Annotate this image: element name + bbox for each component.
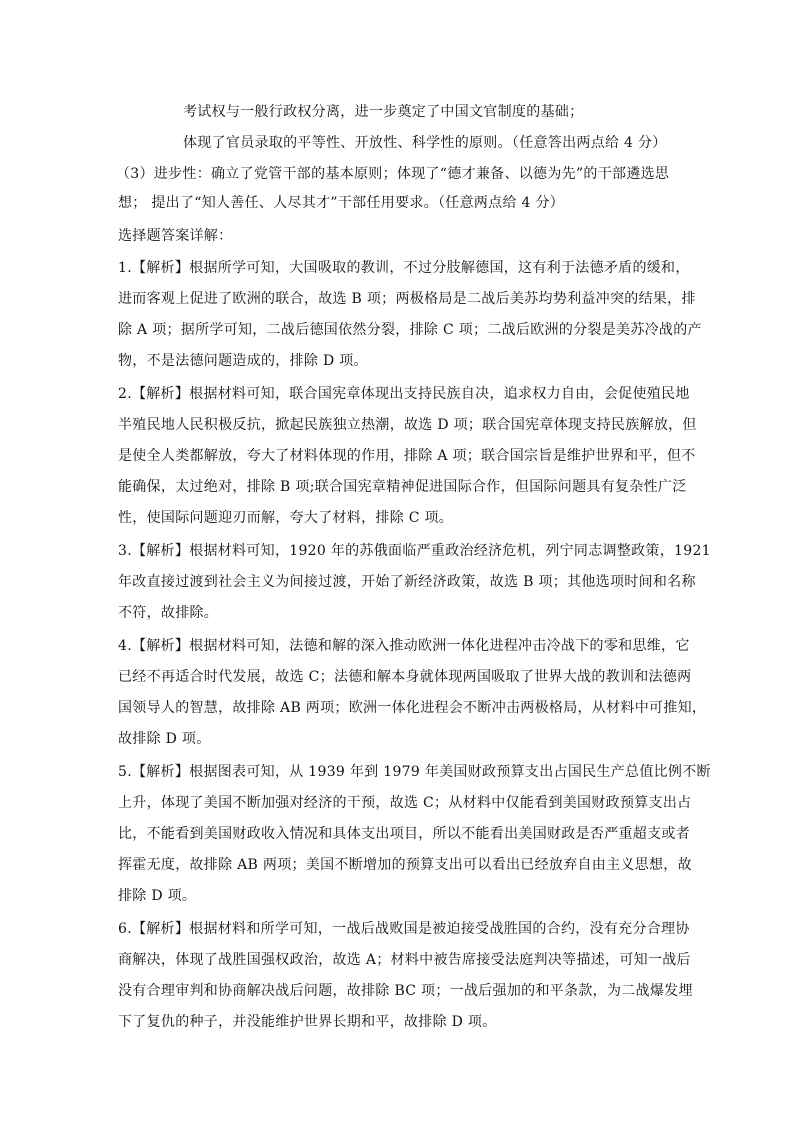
q6-line-3: 没有合理审判和协商解决战后问题，故排除 BC 项；一战后强加的和平条款，为二战爆发埋	[118, 983, 693, 999]
q6-line-1: 6.【解析】根据材料和所学可知，一战后战败国是被迫接受战胜国的合约，没有充分合理协	[118, 921, 690, 937]
item3-line-1: （3）进步性：确立了党管干部的基本原则；体现了“德才兼备、以德为先”的干部遴选思	[116, 166, 670, 182]
q5-line-2: 上升，体现了美国不断加强对经济的干预，故选 C；从材料中仅能看到美国财政预算支出占	[118, 795, 692, 811]
q2-line-5: 性，使国际问题迎刃而解，夸大了材料，排除 C 项。	[118, 510, 454, 526]
q2-line-3: 是使全人类都解放，夸大了材料体现的作用，排除 A 项；联合国宗旨是维护世界和平，但不	[118, 448, 696, 464]
q5-line-1: 5.【解析】根据图表可知，从 1939 年到 1979 年美国财政预算支出占国民生产总值比例不断	[118, 764, 711, 780]
q3-line-3: 不符，故排除。	[118, 605, 219, 621]
q2-line-4: 能确保，太过绝对，排除 B 项;联合国宪章精神促进国际合作，但国际问题具有复杂性广泛	[118, 479, 687, 495]
q1-line-2: 进而客观上促进了欧洲的联合，故选 B 项；两极格局是二战后美苏均势利益冲突的结果，排	[118, 291, 696, 307]
q3-line-2: 年改直接过渡到社会主义为间接过渡，开始了新经济政策，故选 B 项；其他选项时间和名称	[118, 574, 696, 590]
q1-line-4: 物，不是法德问题造成的，排除 D 项。	[118, 353, 368, 369]
section-title: 选择题答案详解：	[118, 228, 233, 244]
q2-line-2: 半殖民地人民积极反抗，掀起民族独立热潮，故选 D 项；联合国宪章体现支持民族解放，但	[118, 417, 697, 433]
top-line-1: 考试权与一般行政权分离，进一步奠定了中国文官制度的基础；	[183, 104, 584, 120]
q1-line-1: 1.【解析】根据所学可知，大国吸取的教训，不过分肢解德国，这有利于法德矛盾的缓和，	[118, 260, 690, 276]
item3-line-2: 想； 提出了“知人善任、人尽其才”干部任用要求。（任意两点给 4 分）	[118, 195, 565, 211]
q5-line-3: 比，不能看到美国财政收入情况和具体支出项目，所以不能看出美国财政是否严重超支或者	[118, 826, 690, 842]
q4-line-2: 已经不再适合时代发展，故选 C；法德和解本身就体现两国吸取了世界大战的教训和法德两	[118, 669, 692, 685]
q4-line-4: 故排除 D 项。	[118, 731, 211, 747]
q3-line-1: 3.【解析】根据材料可知，1920 年的苏俄面临严重政治经济危机，列宁同志调整政策，1921	[118, 543, 711, 559]
q1-line-3: 除 A 项；据所学可知，二战后德国依然分裂，排除 C 项；二战后欧洲的分裂是美苏冷战的产	[118, 322, 702, 338]
q4-line-3: 国领导人的智慧，故排除 AB 两项；欧洲一体化进程会不断冲击两极格局，从材料中可推知，	[118, 700, 707, 716]
q6-line-4: 下了复仇的种子，并没能维护世界长期和平，故排除 D 项。	[118, 1014, 497, 1030]
top-line-2: 体现了官员录取的平等性、开放性、科学性的原则。（任意答出两点给 4 分）	[183, 135, 667, 151]
q5-line-4: 挥霍无度，故排除 AB 两项；美国不断增加的预算支出可以看出已经放弃自由主义思想，故	[118, 857, 692, 873]
q6-line-2: 商解决，体现了战胜国强权政治，故选 A；材料中被告席接受法庭判决等描述，可知一战后	[118, 952, 691, 968]
q2-line-1: 2.【解析】根据材料可知，联合国宪章体现出支持民族自决，追求权力自由，会促使殖民地	[118, 386, 690, 402]
q5-line-5: 排除 D 项。	[118, 888, 197, 904]
q4-line-1: 4.【解析】根据材料可知，法德和解的深入推动欧洲一体化进程冲击冷战下的零和思维，它	[118, 638, 690, 654]
